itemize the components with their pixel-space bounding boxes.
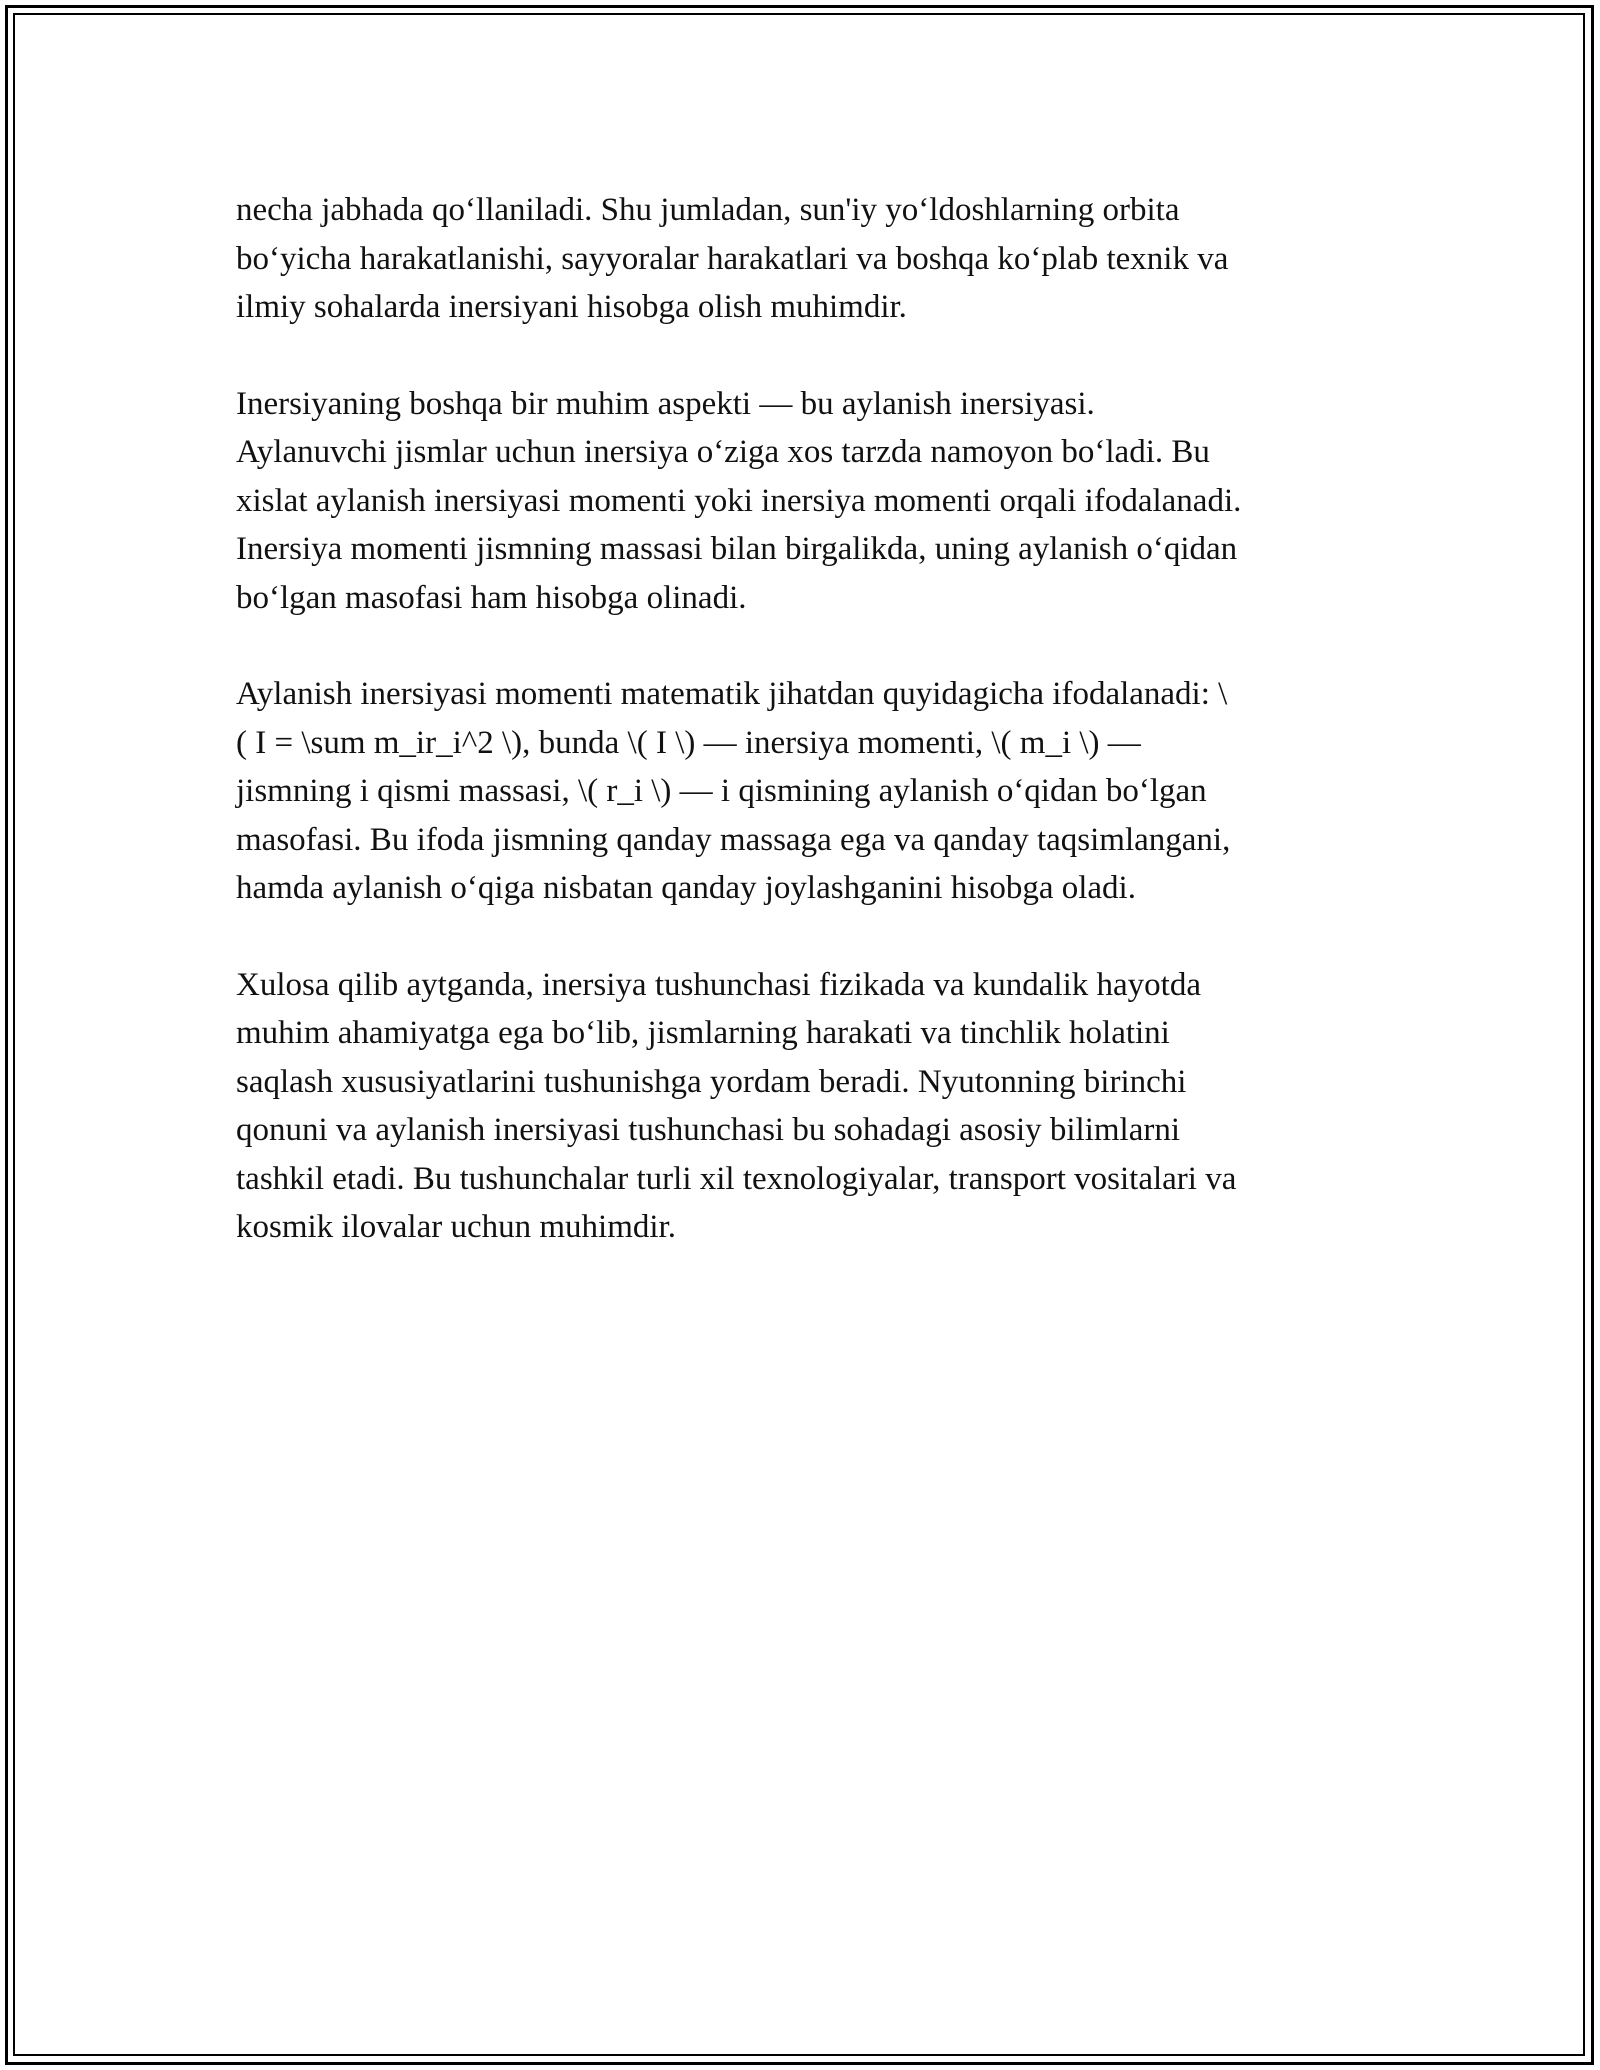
text-line: bo‘lgan masofasi ham hisobga olinadi. [236, 579, 747, 616]
paragraph-rotational-inertia [236, 380, 1358, 623]
text-line: ilmiy sohalarda inersiyani hisobga olish muhimdir. [236, 289, 907, 325]
document-body [236, 186, 1358, 1300]
text-line: Xulosa qilib aytganda, inersiya tushunchasi fizikada va kundalik hayotda [236, 966, 1201, 1003]
text-line: kosmik ilovalar uchun muhimdir. [236, 1209, 676, 1245]
text-line: hamda aylanish o‘qiga nisbatan qanday joylashganini hisobga oladi. [236, 870, 1136, 906]
text-line: tashkil etadi. Bu tushunchalar turli xil texnologiyalar, transport vositalari va [236, 1160, 1237, 1197]
text-line: necha jabhada qo‘llaniladi. Shu jumladan, sun'iy yo‘ldoshlarning orbita [236, 192, 1180, 228]
paragraph-intro-continuation [236, 186, 1358, 332]
text-line: masofasi. Bu ifoda jismning qanday massaga ega va qanday taqsimlangani, [236, 821, 1231, 858]
text-line: ( I = \sum m_ir_i^2 \), bunda \( I \) — inersiya momenti, \( m_i \) — [236, 724, 1141, 761]
text-line: saqlash xususiyatlarini tushunishga yordam beradi. Nyutonning birinchi [236, 1063, 1187, 1100]
text-line: jismning i qismi massasi, \( r_i \) — i qismining aylanish o‘qidan bo‘lgan [236, 773, 1207, 809]
text-line: Aylanish inersiyasi momenti matematik jihatdan quyidagicha ifodalanadi: \ [236, 676, 1228, 712]
text-line: muhim ahamiyatga ega bo‘lib, jismlarning harakati va tinchlik holatini [236, 1015, 1170, 1051]
text-line: xislat aylanish inersiyasi momenti yoki inersiya momenti orqali ifodalanadi. [236, 482, 1242, 519]
text-line: Aylanuvchi jismlar uchun inersiya o‘ziga xos tarzda namoyon bo‘ladi. Bu [236, 434, 1210, 470]
text-line: Inersiya momenti jismning massasi bilan birgalikda, uning aylanish o‘qidan [236, 531, 1238, 567]
text-line: bo‘yicha harakatlanishi, sayyoralar harakatlari va boshqa ko‘plab texnik va [236, 240, 1229, 277]
text-line: Inersiyaning boshqa bir muhim aspekti — bu aylanish inersiyasi. [236, 385, 1095, 422]
paragraph-moment-formula [236, 670, 1358, 913]
text-line: qonuni va aylanish inersiyasi tushunchasi bu sohadagi asosiy bilimlarni [236, 1112, 1181, 1148]
paragraph-conclusion [236, 961, 1358, 1252]
